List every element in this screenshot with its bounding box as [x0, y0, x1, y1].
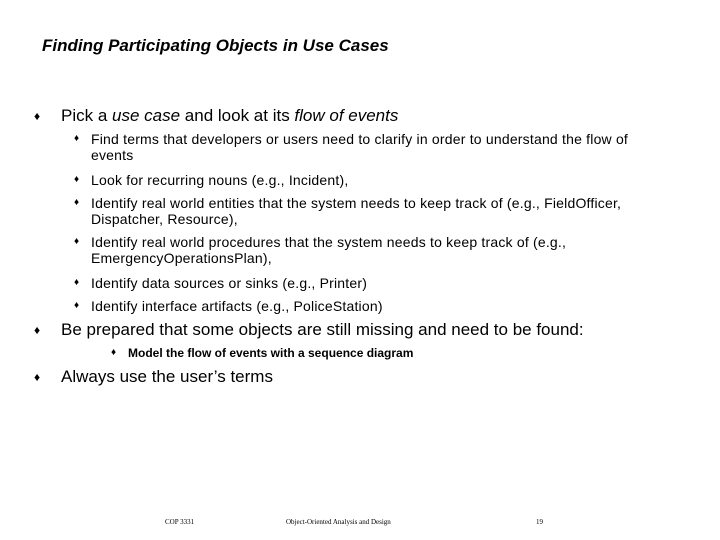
bullet-1-pre: Pick a	[61, 106, 113, 125]
footer-page-number: 19	[536, 518, 543, 526]
sub-bullet-text: Identify real world entities that the system needs to keep track of (e.g., FieldOfficer, Dispatcher, Resource),	[91, 195, 622, 227]
sub-bullet-clarify-terms	[74, 131, 674, 163]
diamond-bullet-icon: ♦	[34, 370, 41, 384]
sub-bullet-text: Find terms that developers or users need to clarify in order to understand the flow of events	[91, 131, 629, 163]
small-diamond-bullet-icon: ♦	[74, 236, 80, 247]
slide-title: Finding Participating Objects in Use Cases	[42, 36, 389, 55]
diamond-bullet-icon: ♦	[34, 109, 41, 123]
sub-bullet-data-sources	[74, 275, 674, 291]
small-diamond-bullet-icon: ♦	[74, 133, 80, 144]
diamond-bullet-icon: ♦	[34, 323, 41, 337]
bullet-1-mid: and look at its	[180, 106, 295, 125]
sub-bullet-real-world-entities	[74, 195, 674, 227]
bullet-3-text: Always use the user’s terms	[61, 367, 273, 386]
small-diamond-bullet-icon: ♦	[74, 277, 80, 288]
bullet-1-em-use-case: use case	[112, 106, 181, 125]
small-diamond-bullet-icon: ♦	[74, 300, 80, 311]
sub-bullet-recurring-nouns	[74, 172, 674, 188]
footer-subject: Object-Oriented Analysis and Design	[286, 518, 391, 526]
sub-bullet-sequence-diagram-text: Model the flow of events with a sequence diagram	[128, 346, 414, 360]
sub-bullet-text: Look for recurring nouns (e.g., Incident),	[91, 172, 349, 188]
small-diamond-bullet-icon: ♦	[74, 197, 80, 208]
small-diamond-bullet-icon: ♦	[74, 174, 80, 185]
sub-bullet-text: Identify real world procedures that the system needs to keep track of (e.g., EmergencyOperationsPlan),	[91, 234, 567, 266]
sub-bullet-text: Identify interface artifacts (e.g., PoliceStation)	[91, 298, 383, 314]
bullet-1-em-flow-of-events: flow of events	[294, 106, 399, 125]
bullet-2-text: Be prepared that some objects are still missing and need to be found:	[61, 320, 584, 339]
sub-bullet-interface-artifacts	[74, 298, 674, 314]
diamond-bullet-icon: ♦	[111, 347, 117, 358]
sub-bullet-real-world-procedures	[74, 234, 674, 266]
sub-bullet-text: Identify data sources or sinks (e.g., Printer)	[91, 275, 368, 291]
footer-course: COP 3331	[165, 518, 195, 526]
